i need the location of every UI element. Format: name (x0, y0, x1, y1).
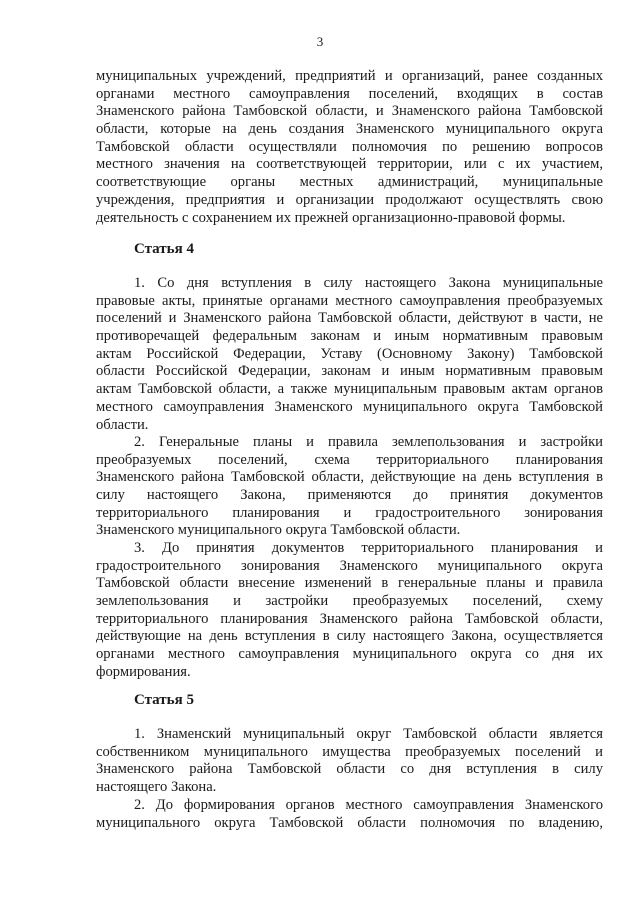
text-line: актам Российской Федерации, Уставу (Основному Закону) Тамбовской (96, 345, 603, 362)
text-line: Знаменского района Тамбовской области со дня вступления в силу (96, 761, 603, 778)
text-line: поселений и Знаменского района Тамбовской области, действуют в части, не (96, 310, 603, 327)
text-line: настоящего Закона. (96, 779, 217, 796)
text-line: преобразуемых поселений, схема территориального планирования (96, 451, 603, 468)
text-line: 2. До формирования органов местного самоуправления Знаменского (134, 797, 603, 813)
text-line: собственником муниципального имущества преобразуемых поселений и (96, 743, 603, 760)
intro-paragraph (96, 68, 603, 227)
text-line: актам Тамбовской области, а также муниципальным правовым актам органов (96, 381, 603, 398)
article-4-paragraph-1 (96, 275, 603, 434)
article-4-paragraph-3 (96, 540, 603, 682)
text-line: области. (96, 416, 149, 433)
article-5-paragraph-1 (96, 726, 603, 797)
text-line: Знаменского муниципального округа Тамбовской области. (96, 522, 461, 539)
text-line: Тамбовской области осуществляли полномочия по решению вопросов (96, 138, 603, 155)
text-line: градостроительного зонирования Знаменского муниципального округа (96, 557, 603, 574)
text-line: правовые акты, принятые органами местного самоуправления преобразуемых (96, 292, 603, 309)
article-5-paragraph-2 (96, 797, 603, 832)
text-line: муниципальных учреждений, предприятий и организаций, ранее созданных (96, 68, 603, 84)
text-line: 1. Со дня вступления в силу настоящего Закона муниципальные (134, 275, 603, 291)
text-line: действующие на день вступления в силу настоящего Закона, осуществляется (96, 628, 603, 645)
text-line: территориального планирования и градостроительного зонирования (96, 504, 603, 521)
page-number: 3 (316, 34, 324, 49)
text-line: противоречащей федеральным законам и иным нормативным правовым (96, 328, 603, 345)
article-5-heading: Статья 5 (134, 692, 194, 708)
text-line: 2. Генеральные планы и правила землепользования и застройки (134, 434, 603, 450)
text-line: землепользования и застройки преобразуемых поселений, схему (96, 593, 603, 610)
text-line: силу настоящего Закона, применяются до принятия документов (96, 487, 603, 504)
text-line: учреждения, предприятия и организации продолжают осуществлять свою (96, 191, 603, 208)
text-line: 1. Знаменский муниципальный округ Тамбовской области является (134, 726, 603, 742)
article-4-heading: Статья 4 (134, 241, 194, 257)
text-line: органами местного самоуправления муниципального округа со дня их (96, 646, 603, 663)
text-line: местного значения на соответствующей территории, или с их участием, (96, 156, 603, 173)
text-line: области, которые на день создания Знаменского муниципального округа (96, 121, 603, 138)
text-line: соответствующие органы местных администраций, муниципальные (96, 174, 603, 191)
text-line: местного самоуправления Знаменского муниципального округа Тамбовской (96, 398, 603, 415)
article-4-paragraph-2 (96, 434, 603, 540)
text-line: Знаменского района Тамбовской области, действующие на день вступления в (96, 469, 603, 486)
text-line: области Российской Федерации, законам и иным нормативным правовым (96, 363, 603, 380)
text-line: муниципального округа Тамбовской области полномочия по владению, (96, 814, 603, 831)
text-line: территориального планирования Знаменского района Тамбовской области, (96, 610, 603, 627)
text-line: Знаменского района Тамбовской области, и Знаменского района Тамбовской (96, 103, 603, 120)
text-line: органами местного самоуправления поселений, входящих в состав (96, 85, 603, 102)
text-line: 3. До принятия документов территориального планирования и (134, 540, 603, 556)
text-line: формирования. (96, 663, 191, 680)
text-line: Тамбовской области внесение изменений в генеральные планы и правила (96, 575, 603, 592)
text-line: деятельность с сохранением их прежней организационно-правовой формы. (96, 209, 566, 226)
